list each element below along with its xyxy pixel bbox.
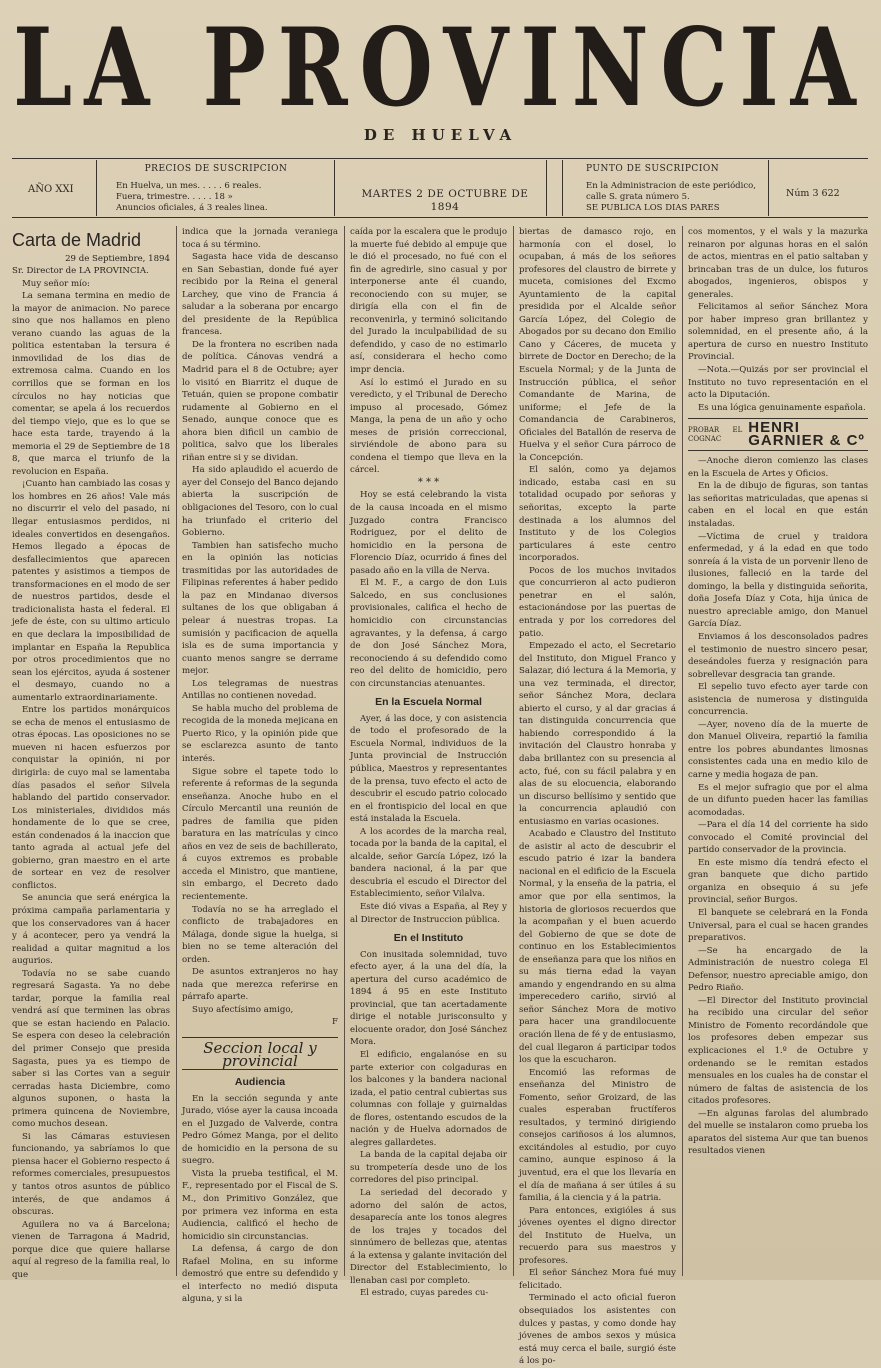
column-rule bbox=[176, 226, 177, 1276]
bottom-rule bbox=[12, 217, 868, 218]
paragraph: ¡Cuanto han cambiado las cosas y los hombres en 26 años! Vale más no discurrir el velo del pasado, ni llegar entusiasmos perdidos, ni ideales convertidos en desengaños. Hemos llegado a épocas de desfallecimientos que aparecen patentes y asistimos a tiempos de transformaciones en el modo de ser de nuestros partidos, desde el tradicionalista hasta el federal. El jefe de éste, con su ultimo articulo en que declara la imposibilidad de implantar en España la Republica por otros procedimientos que no sean los ejércitos, ayuda á sostener el desmayo, cuando no a aumentarlo extraordinariamente. bbox=[12, 479, 170, 703]
paragraph: biertas de damasco rojo, en harmonía con el dosel, lo ocupaban, á más de los señores profesores del claustro de birrete y muceta, comisiones del Excmo Ayuntamiento de la capital presidida por el Alcalde señor García López, del Colegio de Abogados por su decano don Emilio Cano y Cáceres, de muceta y birrete de Doctor en Derecho; de la Escuela Normal; y de la Junta de Instrucción pública, el señor Comandante de Marina, de uniforme; el Jefe de la Comandancia de Carabineros, Oficiales del Batallón de reserva de Huelva y el señor Cura párroco de la Concepción. bbox=[519, 227, 676, 463]
column-rule bbox=[513, 226, 514, 1276]
closing: Suyo afectísimo amigo, bbox=[192, 1004, 294, 1015]
year-label: AÑO XXI bbox=[28, 184, 74, 195]
column-4 bbox=[519, 226, 676, 1367]
paragraph: Así lo estimó el Jurado en su veredicto, y el Tribunal de Derecho impuso al procesado, Gómez Manga, la pena de un año y ocho meses de prisión correccional, sirviéndole de abono para su condena el tiempo que lleva en la cárcel. bbox=[350, 377, 507, 476]
subscription-block bbox=[586, 164, 766, 213]
info-divider bbox=[334, 160, 335, 216]
cognac-advertisement bbox=[688, 418, 868, 451]
audiencia-heading: Audiencia bbox=[234, 1076, 286, 1089]
salutation: Muy señor mío: bbox=[22, 278, 90, 289]
paragraph: Vista la prueba testifical, el M. F., representado por el Fiscal de S. M., don Primitivo González, que por primera vez informa en esta Audiencia, calificó el hecho de homicidio sin circunstancias. bbox=[182, 1168, 338, 1242]
advert-tagline: PROBAR EL COGNAC bbox=[688, 425, 743, 443]
paragraph: Ha sido aplaudido el acuerdo de ayer del Consejo del Banco dejando abierta la suscripción de obligaciones del Tesoro, con lo cual ha triunfado el criterio del Gobierno. bbox=[182, 465, 338, 539]
paragraph: Hoy se está celebrando la vista de la causa incoada en el mismo Juzgado contra Francisco Rodriguez, por el delito de homicidio en la persona de Florencio Díaz, ocurrido á fines del pasado año en la villa de Nerva. bbox=[350, 490, 507, 576]
paragraph: indica que la jornada veraniega toca á su término. bbox=[182, 227, 338, 250]
issue-date: MARTES 2 DE OCTUBRE DE 1894 bbox=[361, 188, 529, 214]
paragraph: Felicitamos al señor Sánchez Mora por haber impreso gran brillantez y solemnidad, en el presente año, á la apertura de curso en nuestro Instituto Provincial. bbox=[688, 302, 868, 363]
paragraph: Sagasta hace vida de descanso en San Sebastian, donde fué ayer recibido por la Reina el general Larchey, que vino de Francia á saludar a la soberana por encargo del presidente de la República francesa. bbox=[182, 252, 338, 338]
paragraph: El banquete se celebrará en la Fonda Universal, para el cual se hacen grandes preparativos. bbox=[688, 907, 868, 944]
paragraph: Es el mejor sufragio que por el alma de un difunto pueden hacer las familias acomodadas. bbox=[688, 782, 868, 818]
column-5 bbox=[688, 226, 868, 1274]
paragraph: La semana termina en medio de la mayor de animacion. No parece sino que nos hallamos en pleno verano cuando las aguas de la politica estentaban la tersura é inmovilidad de los dias de extremosa calma. Cuando en los corrillos que se forman en los círculos no hay noticias que comentar, se apela á los recuerdos del tiempo viejo, que es lo que se hace esta tarde, trayendo á la memoria el 29 de Septiembre de 18 8, que marca el triunfo de la revolucion en España. bbox=[12, 291, 170, 477]
subscription-line3: SE PUBLICA LOS DIAS PARES bbox=[586, 202, 720, 213]
paragraph: Encomió las reformas de enseñanza del Ministro de Fomento, señor Groizard, de las cuales esperaban fructíferos resultados, y terminó dirigiendo consejos cariñosos á los alumnos, excitándoles al estudio, por cuyo camino, aunque espinoso á la juventud, era el que los llevaría en el día de mañana á ser útiles á su familia, á la ciencia y á la patria. bbox=[519, 1067, 676, 1204]
section-title-box bbox=[182, 1037, 338, 1070]
paragraph: Enviamos á los desconsolados padres el testimonio de nuestro sincero pesar, deseándoles fuerza y resignación para sobrellevar desgracia tan grande. bbox=[688, 631, 868, 680]
top-rule bbox=[12, 158, 868, 159]
separator-stars: * * * bbox=[417, 476, 440, 488]
paragraph: La banda de la capital dejaba oir su trompetería desde uno de los corredores del piso principal. bbox=[350, 1150, 507, 1186]
paragraph: Se anuncia que será enérgica la próxima campaña parlamentaria y que los conservadores van á hacer y á acontecer, pero ya vendrá la realidad a quitar magnitud a los augurios. bbox=[12, 893, 170, 967]
subscription-line2: calle S. grata número 5. bbox=[586, 191, 690, 202]
advert-brand: HENRI GARNIER & Cº bbox=[748, 419, 865, 449]
paragraph: —El Director del Instituto provincial ha recibido una circular del señor Ministro de Fomento recordándole que los profesores deben empezar sus explicaciones el 1.º de Octubre y ordenando se le remitan estados mensuales en los cuales ha de constar el número de faltas de asistencia de los citados profesores. bbox=[688, 995, 868, 1107]
paragraph: La defensa, á cargo de don Rafael Molina, en su informe demostró que entre su defendido y el interfecto no medió disputa alguna, y si la bbox=[182, 1244, 338, 1305]
paragraph: Ayer, á las doce, y con asistencia de todo el profesorado de la Escuela Normal, individuos de la Junta provincial de Instrucción pública, Maestros y representantes de la prensa, tuvo efecto el acto de descubrir el escudo patrio colocado en el frontispicio del local en que está instalada la Escuela. bbox=[350, 713, 507, 825]
info-divider bbox=[562, 160, 563, 216]
paragraph: De asuntos extranjeros no hay nada que merezca referirse en párrafo aparte. bbox=[182, 967, 338, 1003]
paragraph: caída por la escalera que le produjo la muerte fué debido al empuje que le dió el procesado, no fué con el fin de agredirle, sino casual y por interponerse ante él cuando, reconociendo con su mujer, se dirigía ella con el fin de reconvenirla, y terminó solicitando del Jurado la inculpabilidad de su defendido, y caso de no estimarlo así, considerara el hecho como impr dencia. bbox=[350, 227, 507, 376]
paragraph: —Anoche dieron comienzo las clases en la Escuela de Artes y Oficios. bbox=[688, 456, 868, 479]
paragraph: Con inusitada solemnidad, tuvo efecto ayer, á la una del día, la apertura del curso académico de 1894 á 95 en este Instituto provincial, que tan acertadamente dirige el notable jurisconsulto y elocuente orador, don José Sánchez Mora. bbox=[350, 949, 507, 1048]
prices-line2: Fuera, trimestre. . . . . 18 » bbox=[116, 191, 233, 202]
paragraph: Se habla mucho del problema de recogida de la moneda mejicana en Puerto Rico, y la opinión pide que se esclarezca asunto de tanto interés. bbox=[182, 703, 338, 764]
carta-heading: Carta de Madrid bbox=[12, 230, 142, 250]
paragraph: Terminado el acto oficial fueron obsequiados los asistentes con dulces y pastas, y como donde hay jóvenes de ambos sexos y música está muy cerca el baile, surgió éste á los po- bbox=[519, 1293, 676, 1367]
paragraph: Todavía no se ha arreglado el conflicto de trabajadores en Málaga, donde sigue la huelga, si bien no se teme alteración del orden. bbox=[182, 904, 338, 965]
paragraph: El edificio, engalanóse en su parte exterior con colgaduras en los balcones y la bandera nacional izada, el patio central cubiertas sus columnas con follaje y guirnaldas de flores, ostentando escudos de la nación y de Huelva adornados de alegres gallardetes. bbox=[350, 1050, 507, 1148]
subscription-title: PUNTO DE SUSCRIPCION bbox=[586, 164, 720, 174]
subscription-line1: En la Administracion de este periódico, bbox=[586, 181, 756, 192]
paragraph: A los acordes de la marcha real, tocada por la banda de la capital, el alcalde, señor García López, izó la bandera nacional, á la par que descubria el escudo el Director del Establecimiento, señor Vilalva. bbox=[350, 826, 507, 900]
info-divider bbox=[546, 160, 547, 216]
paragraph: —En algunas farolas del alumbrado del muelle se instalaron como prueba los aparatos del sistema Aur que tan buenos resultados vienen bbox=[688, 1108, 868, 1157]
paragraph: El salón, como ya dejamos indicado, estaba casi en su totalidad ocupado por señoras y señoritas, excepto la parte destinada a los alumnos del Instituto y de los Colegios particulares á este centro incorporados. bbox=[519, 465, 676, 564]
column-2 bbox=[182, 226, 338, 1305]
paragraph: Aguilera no va á Barcelona; vienen de Tarragona á Madrid, porque dice que quiere hallarse aquí al regreso de la familia real, lo que bbox=[12, 1219, 170, 1280]
paragraph: En este mismo día tendrá efecto el gran banquete que dicho partido organiza en obsequio á su jefe provincial, señor Burgos. bbox=[688, 857, 868, 906]
paragraph: El sepelio tuvo efecto ayer tarde con asistencia de numerosa y distinguida concurrencia. bbox=[688, 682, 868, 718]
dateline: 29 de Septiembre, 1894 bbox=[65, 253, 170, 264]
paragraph: Entre los partidos monárquicos se echa de menos el entusiasmo de otras épocas. Las oposiciones no se mueven ni hacen esfuerzos por conquistar la opinión, ni por dirigirla: de cuyo mal se lamentaba días pasados el señor Silvela hablando del partido conservador. Los ministeriales, divididos más hondamente de lo que se cree, están condenados á la inaccion que tanto agrada al actual jefe del gobierno, gran maestro en el arte de sortear en vez de resolver conflictos. bbox=[12, 705, 170, 891]
masthead-title: LA PROVINCIA bbox=[13, 3, 868, 131]
instituto-heading: En el Instituto bbox=[393, 932, 464, 945]
prices-title: PRECIOS DE SUSCRIPCION bbox=[144, 164, 288, 174]
paragraph: Si las Cámaras estuviesen funcionando, ya sabríamos lo que piensa hacer el Gobierno respecto á reformes comerciales, presupuestos y tantos otros asuntos de público interés, de que andamos á obscuras. bbox=[12, 1131, 170, 1218]
paragraph: El estrado, cuyas paredes cu- bbox=[360, 1288, 489, 1299]
paragraph: cos momentos, y el wals y la mazurka reinaron por algunas horas en el salón de actos, mientras en el patio saltaban y brincaban tras de un dulce, los futuros abogados, ingenieros, obispos y generales. bbox=[688, 227, 868, 300]
escuela-heading: En la Escuela Normal bbox=[375, 696, 482, 709]
paragraph: Empezado el acto, el Secretario del Instituto, don Miguel Franco y Salazar, dió lectura á la Memoria, y una vez terminada, el director, señor Sánchez Mora, declara abierto el curso, y al dar gracias á tan distinguida concurrencia que habiendo correspondido á la invitación del Claustro honraba y daba brillantez con su presencia al acto, fué, con su fácil palabra y en alas de su elocuencia, elaborando un discurso bellísimo y sentido que la concurrencia aplaudió con entusiasmo en varias ocasiones. bbox=[519, 641, 676, 827]
paragraph: —Nota.—Quizás por ser provincial el Instituto no tuvo representación en el acto la Diputación. bbox=[688, 365, 868, 401]
masthead-subtitle: DE HUELVA bbox=[363, 126, 518, 144]
paragraph: Para entonces, exigióles á sus jóvenes oyentes el digno director del Instituto de Huelva, un recuerdo para sus maestros y profesores. bbox=[519, 1205, 676, 1266]
section-title: Seccion local y provincial bbox=[203, 1039, 317, 1070]
column-rule bbox=[682, 226, 683, 1276]
column-rule bbox=[344, 226, 345, 1276]
info-divider bbox=[768, 160, 769, 216]
paragraph: —Ayer, noveno día de la muerte de don Manuel Oliveira, repartió la familia entre los pobres abundantes limosnas consistentes cada una en medio kilo de carne y media hogaza de pan. bbox=[688, 719, 868, 780]
paragraph: De la frontera no escriben nada de política. Cánovas vendrá a Madrid para el 8 de Octubre; ayer lo visitó en Biarritz el duque de Tetuán, quien se propone combatir rudamente al Gobierno en el Senado, aunque conoce que es ahora bien dificil un cambio de politica, salvo que los liberales riñan entre si y se dividan. bbox=[182, 339, 338, 463]
paragraph: Tambien han satisfecho mucho en la opinión las noticias trasmitidas por las autoridades de Filipinas referentes á haber pedido la paz en Mindanao diversos sultanes de los que obligaban á pelear á nuestras tropas. La sumisión y pacificacion de aquella isla es de suma importancia y cuanto menos sangre se derrame mejor. bbox=[182, 540, 338, 677]
signature: F bbox=[332, 1017, 338, 1028]
paragraph: Los telegramas de nuestras Antillas no contienen novedad. bbox=[182, 678, 338, 702]
issue-number: Núm 3 622 bbox=[786, 188, 840, 199]
paragraph: Es una lógica genuinamente española. bbox=[698, 402, 866, 413]
salutation: Sr. Director de LA PROVINCIA. bbox=[12, 266, 149, 277]
paragraph: En la sección segunda y ante Jurado, vióse ayer la causa incoada en el Juzgado de Valverde, contra Pedro Gómez Manga, por el delito de homicidio en la persona de su suegro. bbox=[182, 1093, 338, 1167]
paragraph: Acabado e Claustro del Instituto de asistir al acto de descubrir el escudo patrio é izar la bandera nacional en el edificio de la Escuela Normal, y la enseña de la patria, el amor que por ella sentimos, la historia de gloriosos recuerdos que la acompañan y el buen acuerdo del Gobierno de que se dote de continuo en los Establecimientos de enseñanza para que los niños en su más tierna edad la vayan amando y engendrando en su alma imperecedero cariño, sirvió al señor Sánchez Mora de motivo para hacer una grandilocuente oración llena de fé y de entusiasmo, del cual llegaron á participar todos los que la escucharon. bbox=[519, 829, 676, 1066]
column-3 bbox=[350, 226, 507, 1299]
paragraph: Este dió vivas a España, al Rey y al Director de Instruccion pública. bbox=[350, 901, 507, 925]
prices-line1: En Huelva, un mes. . . . . 6 reales. bbox=[116, 181, 262, 192]
paragraph: Sigue sobre el tapete todo lo referente á reformas de la segunda enseñanza. Anoche hubo en el Círculo Mercantil una reunión de padres de familia que piden baratura en las matrículas y cinco años en vez de seis de bachillerato, á cuyos extremos es probable acceda el Ministro, que mantiene, sin embargo, el Decreto dado recientemente. bbox=[182, 766, 338, 902]
paragraph: —Para el día 14 del corriente ha sido convocado el Comité provincial del partido conservador de la provincia. bbox=[688, 820, 868, 856]
paragraph: —Se ha encargado de la Administración de nuestro colega El Defensor, nuestro apreciable amigo, don Pedro Riaño. bbox=[688, 945, 868, 994]
paragraph: Pocos de los muchos invitados que concurrieron al acto pudieron penetrar en el salón, estacionándose por las puertas de entrada y por los corredores del patio. bbox=[519, 565, 676, 639]
paragraph: La seriedad del decorado y adorno del salón de actos, desaparecía ante los tonos alegres de los trajes y tocados del sinnúmero de bellezas que, atentas á la extensa y galante invitación del Director del Establecimiento, lo llenaban casi por completo. bbox=[350, 1188, 507, 1286]
column-1 bbox=[12, 226, 170, 1280]
paragraph: En la de dibujo de figuras, son tantas las señoritas matriculadas, que apenas si caben en el local en que están instaladas. bbox=[688, 481, 868, 530]
prices-line3: Anuncios oficiales, á 3 reales linea. bbox=[116, 202, 268, 213]
paragraph: El M. F., a cargo de don Luis Salcedo, en sus conclusiones provisionales, califica el hecho de homicidio con circunstancias agravantes, y la defensa, á cargo de don José Sánchez Mora, reconociendo á su defendido como reo del delito de homicidio, pero con circunstancias atenuantes. bbox=[350, 578, 507, 689]
info-divider bbox=[96, 160, 97, 216]
info-bar bbox=[12, 160, 868, 216]
paragraph: Todavía no se sabe cuando regresará Sagasta. Ya no debe tardar, porque la familia real vendrá así que terminen las obras que se estan haciendo en Palacio. Se espera con deseo la celebración del primer Consejo que presida Sagasta, pues ya es tiempo de saber si las Cortes van a seguir cerradas hasta Diciembre, como algunos suponen, o hasta la primera quincena de Noviembre, como muchos desean. bbox=[12, 968, 170, 1130]
paragraph: —Víctima de cruel y traidora enfermedad, y á la edad en que todo sonreía á la vista de un porvenir lleno de ilusiones, falleció en la tarde del domingo, la bella y distinguida señorita, doña Josefa Díaz y Cota, hija única de nuestro apreciable amigo, don Manuel García Díaz. bbox=[688, 531, 868, 630]
prices-block bbox=[116, 164, 316, 213]
paragraph: El señor Sánchez Mora fué muy felicitado. bbox=[519, 1268, 676, 1291]
